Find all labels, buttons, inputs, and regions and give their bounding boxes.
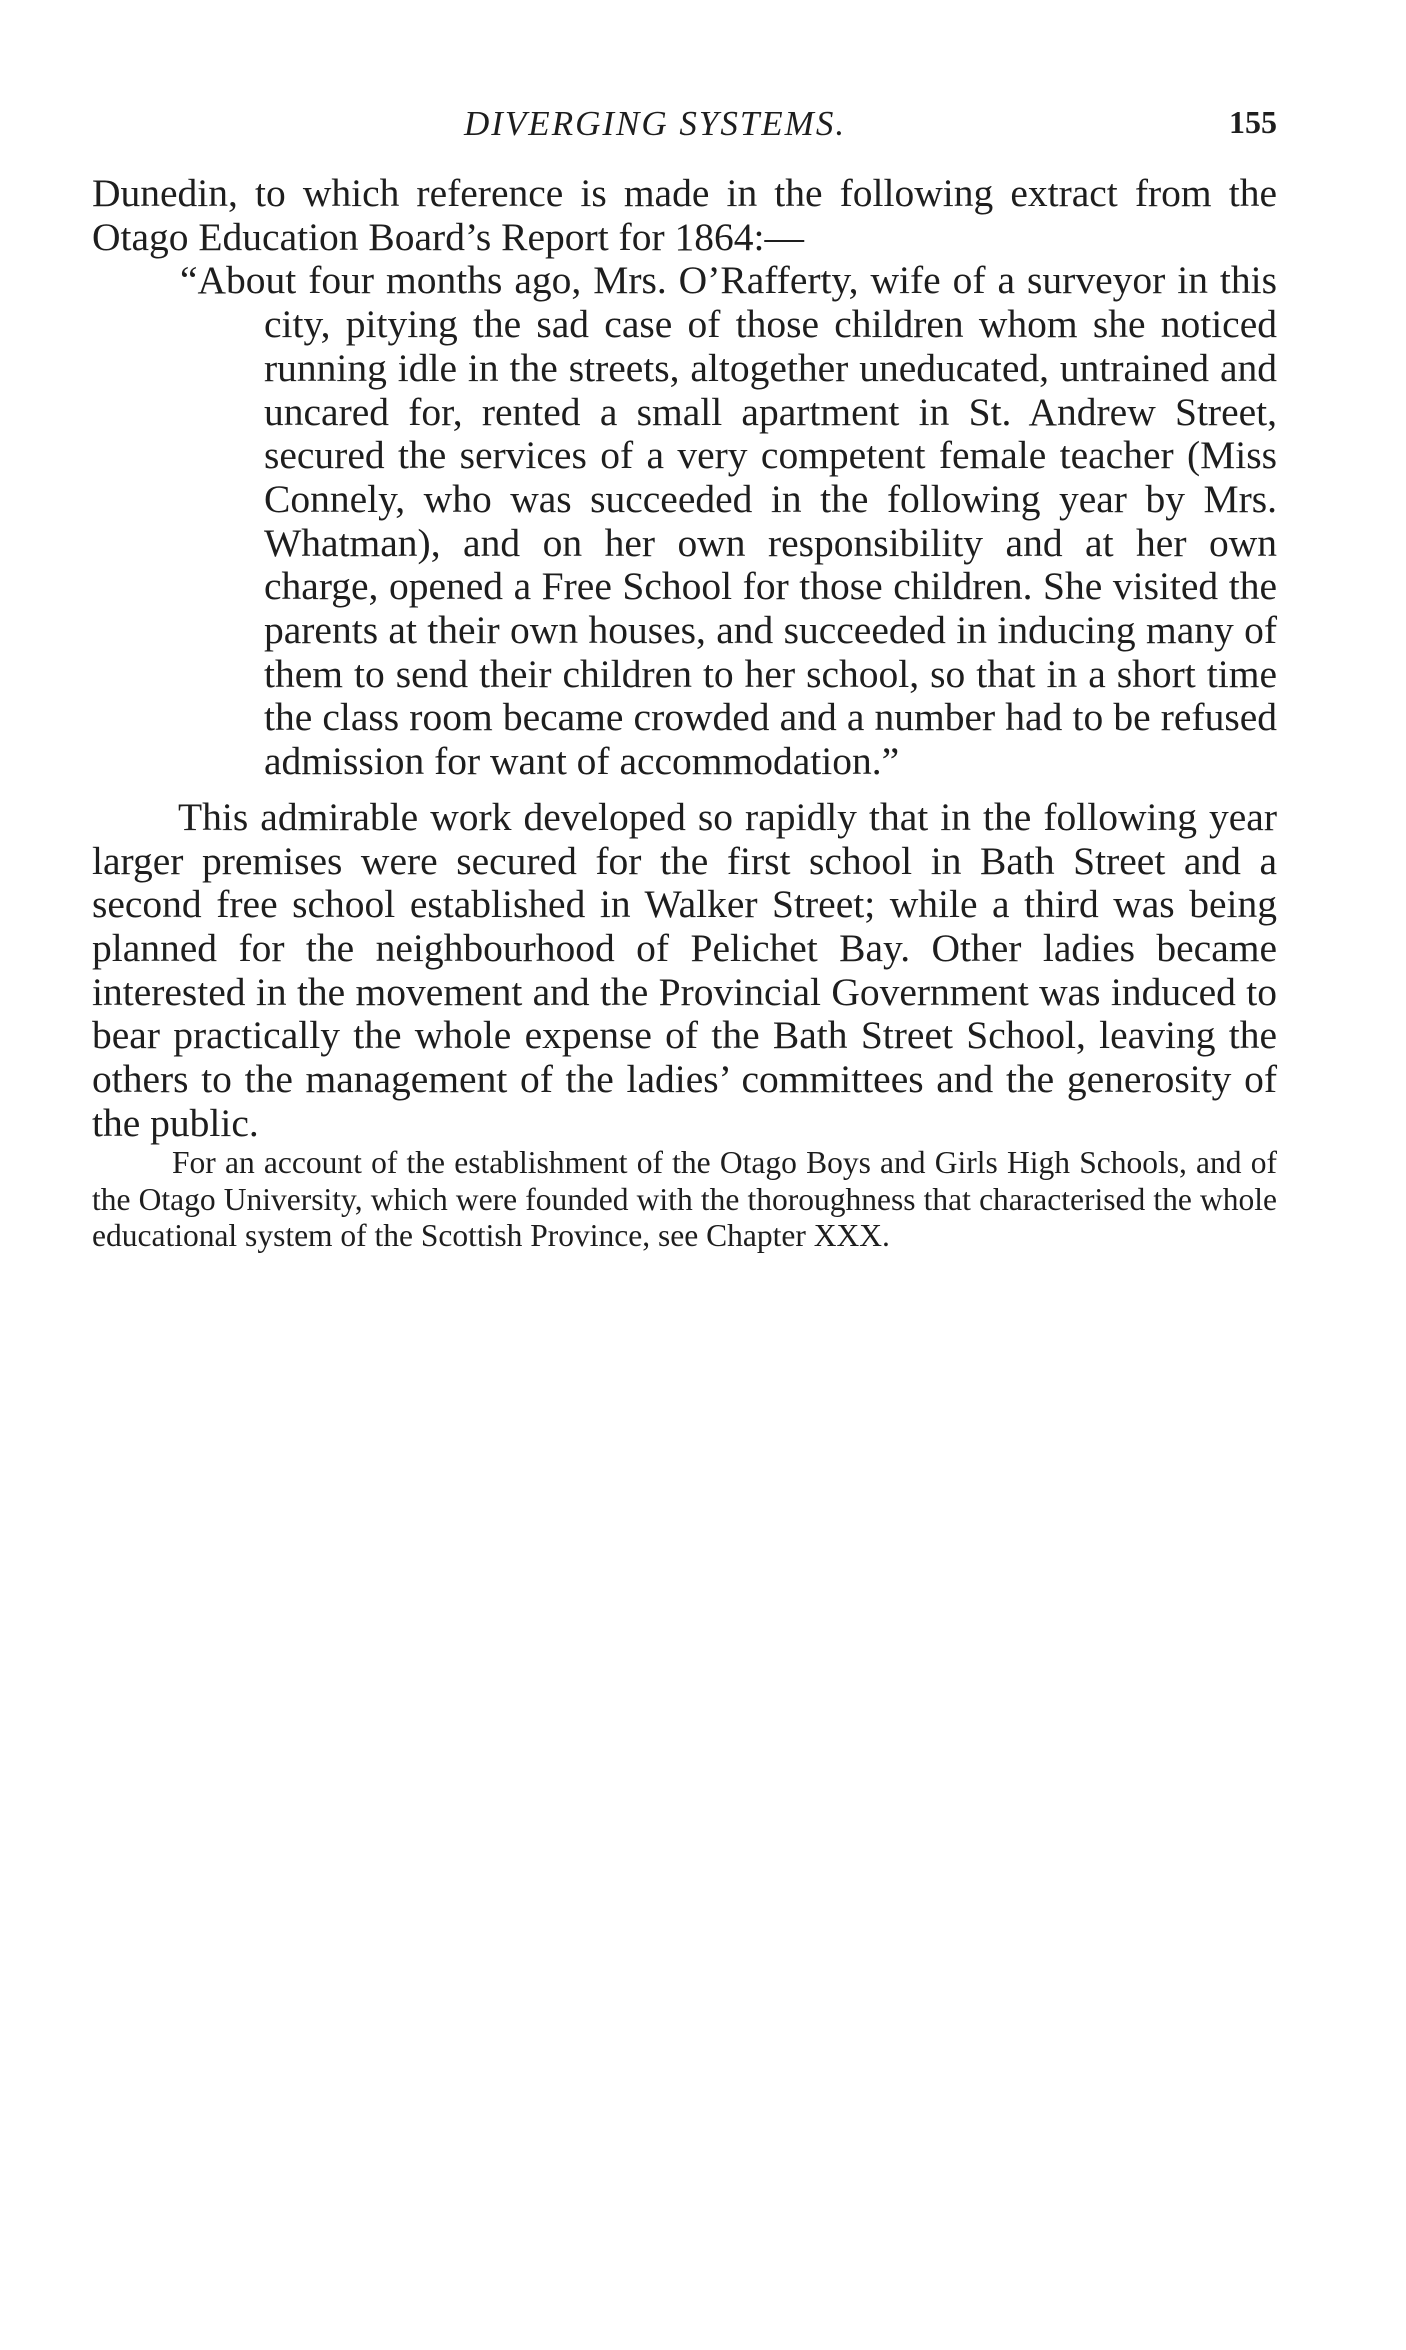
book-page (92, 0, 1277, 2350)
running-head (92, 104, 1277, 154)
body-text (92, 172, 1277, 1255)
intro-paragraph: Dunedin, to which reference is made in the following extract from the Otago Education Board’s Report for 1864:— (92, 171, 1277, 259)
block-quote: “About four months ago, Mrs. O’Rafferty, wife of a surveyor in this city, pitying the sad case of those children whom she noticed running idle in the streets, altogether uneducated, untrained and uncared for, rented a small apartment in St. Andrew Street, secured the services of a very competent female teacher (Miss Connely, who was succeeded in the following year by Mrs. Whatman), and on her own responsibility and at her own charge, opened a Free School for those children. She visited the parents at their own houses, and succeeded in inducing many of them to send their children to her school, so that in a short time the class room became crowded and a number had to be refused admission for want of accommodation.” (180, 258, 1277, 784)
running-title: DIVERGING SYSTEMS. (464, 104, 847, 143)
footnote: For an account of the establishment of the Otago Boys and Girls High Schools, and of the Otago University, which were founded with the thoroughness that characterised the whole educational system of the Scottish Province, see Chapter XXX. (92, 1145, 1277, 1254)
page-number: 155 (1229, 104, 1277, 140)
main-paragraph: This admirable work developed so rapidly that in the following year larger premises were secured for the first school in Bath Street and a second free school established in Walker Street; while a third was being planned for the neighbourhood of Pelichet Bay. Other ladies became interested in the movement and the Provincial Government was induced to bear practically the whole expense of the Bath Street School, leaving the others to the management of the ladies’ committees and the generosity of the public. (92, 794, 1277, 1145)
